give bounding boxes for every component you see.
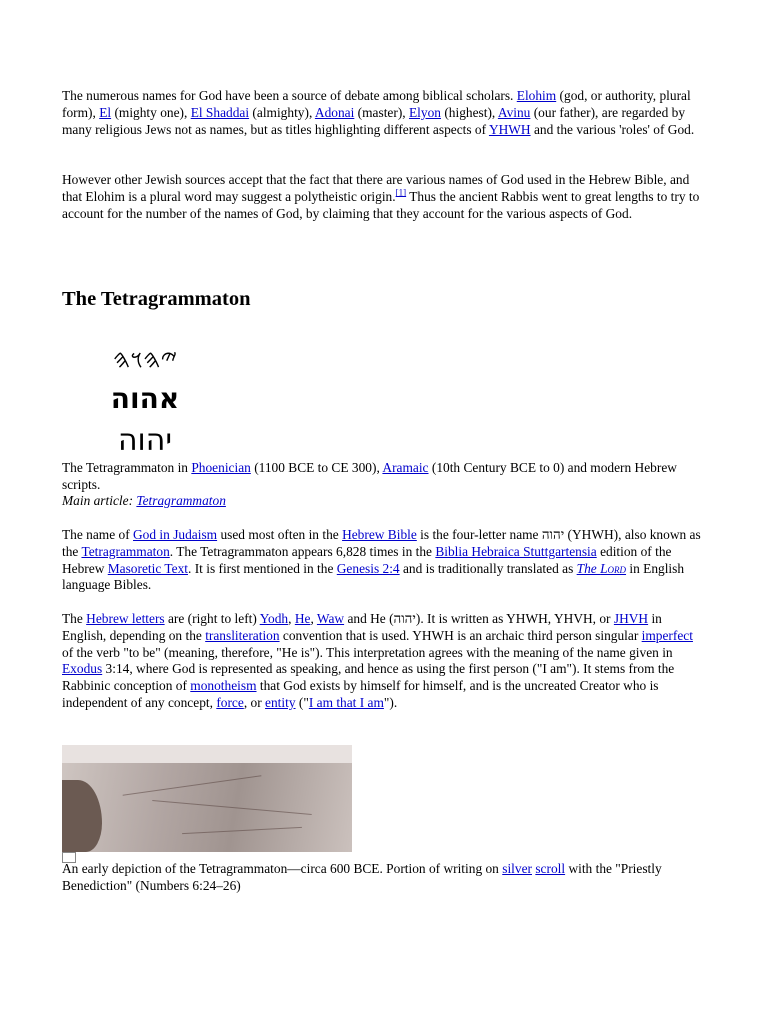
link-aramaic[interactable]: Aramaic: [382, 460, 429, 475]
text: and the various 'roles' of God.: [530, 121, 695, 137]
text: Lord: [600, 560, 627, 576]
text: However other Jewish sources accept that the fact that there are various names of God used in the Hebrew Bible, and that Elohim is a plural word may suggest a polytheistic origin.: [62, 172, 690, 204]
link-entity[interactable]: entity: [265, 694, 296, 710]
text: ").: [383, 694, 398, 710]
text: and He (יהוה). It is written as YHWH, YHVH, or: [344, 611, 614, 626]
text: An early depiction of the Tetragrammaton—circa 600 BCE. Portion of writing on: [62, 861, 503, 876]
text: convention that is used. YHWH is an archaic third person singular: [279, 627, 642, 643]
footnote-ref-1[interactable]: [1]: [395, 187, 407, 198]
scroll-crack: [152, 800, 311, 815]
silver-scroll-photo: [62, 745, 352, 852]
text: (our father), are regarded by many religious Jews not as names, but as titles highlighting different aspects of: [62, 104, 686, 137]
text: (": [295, 694, 309, 710]
section-heading: The Tetragrammaton: [62, 288, 251, 310]
link-silver[interactable]: silver: [502, 861, 532, 876]
text: of the verb "to be" (meaning, therefore, "He is"). This interpretation agrees with the meaning of the name given in: [62, 644, 673, 660]
link-avinu[interactable]: Avinu: [497, 104, 531, 120]
text: used most often in the: [217, 527, 343, 542]
intro-paragraph-1: [62, 88, 707, 138]
link-masoretic-text[interactable]: Masoretic Text: [107, 560, 188, 576]
text: that God exists by himself for himself, and is the uncreated Creator who is independent of any concept,: [62, 678, 659, 710]
paragraph-4: [62, 611, 707, 712]
link-elyon[interactable]: Elyon: [408, 104, 441, 120]
text: (mighty one),: [111, 104, 191, 120]
link-monotheism[interactable]: monotheism: [190, 678, 257, 694]
text: . The Tetragrammaton appears 6,828 times in the: [169, 543, 436, 559]
text: The numerous names for God have been a source of debate among biblical scholars.: [62, 88, 517, 103]
text: ,: [310, 611, 317, 626]
text: 3:14, where God is represented as speaking, and hence as using the first person ("I am"). It stems from the Rabbinic conception of: [62, 661, 675, 694]
aramaic-script-line: אהוה: [110, 382, 180, 415]
text: (almighty),: [249, 104, 315, 120]
link-transliteration[interactable]: transliteration: [205, 627, 280, 643]
scroll-crack: [182, 827, 302, 834]
link-biblia-hebraica[interactable]: Biblia Hebraica Stuttgartensia: [435, 543, 597, 559]
text: are (right to left): [164, 611, 260, 626]
link-scroll[interactable]: scroll: [535, 861, 566, 876]
link-waw[interactable]: Waw: [316, 611, 345, 626]
link-jhvh[interactable]: JHVH: [613, 611, 649, 626]
link-the-lord[interactable]: [577, 561, 626, 576]
tetragrammaton-scripts-image: [90, 340, 200, 458]
text: The name of: [62, 527, 134, 542]
scroll-crack: [123, 775, 262, 795]
photo-top-edge: [62, 745, 352, 763]
text: The: [576, 560, 601, 576]
text: , or: [243, 694, 266, 710]
link-god-in-judaism[interactable]: God in Judaism: [133, 527, 218, 542]
text: The Tetragrammaton in: [62, 460, 192, 475]
link-hebrew-bible[interactable]: Hebrew Bible: [342, 527, 417, 542]
link-tetragrammaton-main[interactable]: Tetragrammaton: [136, 493, 226, 508]
text: Thus the ancient Rabbis went to great lengths to try to account for the number of the names of God, by claiming that they account for the various aspects of God.: [62, 188, 700, 221]
text: (10th Century BCE to 0) and modern Hebrew scripts.: [62, 460, 677, 492]
link-genesis[interactable]: Genesis 2:4: [336, 560, 400, 576]
link-tetragrammaton[interactable]: Tetragrammaton: [81, 543, 170, 559]
text: in English, depending on the: [62, 611, 662, 643]
link-phoenician[interactable]: Phoenician: [191, 460, 251, 475]
link-el[interactable]: El: [99, 104, 112, 120]
hebrew-script-line: יהוה: [117, 423, 173, 458]
main-article-label: Main article:: [62, 493, 137, 508]
link-adonai[interactable]: Adonai: [314, 104, 355, 120]
text: (god, or authority, plural form),: [62, 88, 691, 120]
photo-torn-edge: [62, 780, 102, 852]
text: The: [62, 611, 87, 626]
text: (highest),: [440, 104, 498, 120]
phoenician-script-line: 𐤉𐤄𐤅𐤄: [112, 345, 178, 375]
text: in English language Bibles.: [62, 560, 685, 593]
text: ,: [288, 611, 295, 626]
link-he[interactable]: He: [294, 611, 311, 626]
text: (1100 BCE to CE 300),: [250, 460, 383, 475]
link-force[interactable]: force: [216, 694, 244, 710]
text: is the four-letter name יהוה (YHWH), also known as the: [62, 527, 701, 559]
link-i-am-that-i-am[interactable]: I am that I am: [308, 694, 384, 710]
text: with the "Priestly Benediction" (Numbers 6:24–26): [62, 861, 662, 893]
text: (master),: [354, 104, 409, 120]
text: and is traditionally translated as: [399, 560, 577, 576]
intro-paragraph-2: [62, 172, 707, 222]
link-el-shaddai[interactable]: El Shaddai: [190, 104, 250, 120]
paragraph-3: [62, 527, 707, 594]
link-elohim[interactable]: Elohim: [516, 88, 557, 103]
link-yhwh[interactable]: YHWH: [488, 121, 531, 137]
main-article-note: [62, 493, 707, 510]
photo-caption: [62, 861, 707, 895]
text: edition of the Hebrew: [62, 543, 672, 576]
link-imperfect[interactable]: imperfect: [641, 627, 693, 643]
link-exodus[interactable]: Exodus: [62, 661, 103, 677]
link-hebrew-letters[interactable]: Hebrew letters: [86, 611, 165, 626]
link-yodh[interactable]: Yodh: [259, 611, 289, 626]
text: . It is first mentioned in the: [188, 560, 337, 576]
script-image-caption: [62, 460, 707, 494]
